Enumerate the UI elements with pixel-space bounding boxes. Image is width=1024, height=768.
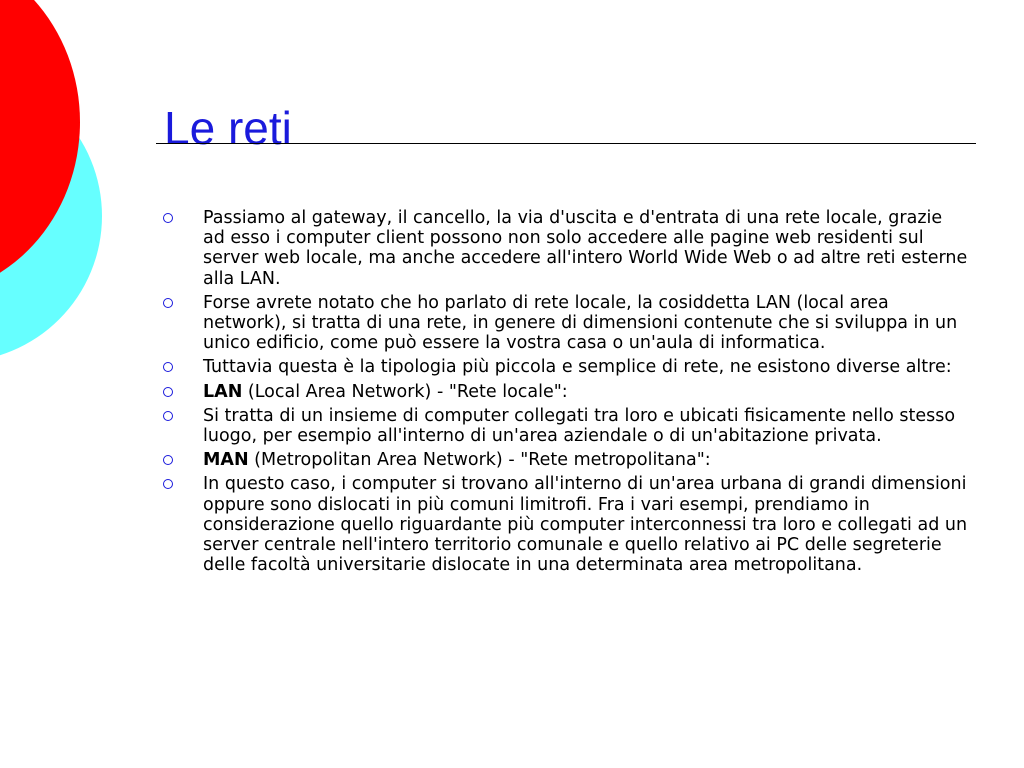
hollow-circle-bullet-icon (163, 362, 173, 372)
bullet-text: (Metropolitan Area Network) - "Rete metropolitana": (248, 450, 711, 471)
hollow-circle-bullet-icon (163, 411, 173, 421)
hollow-circle-bullet-icon (163, 479, 173, 489)
hollow-circle-bullet-icon (163, 387, 173, 397)
bullet-text: Si tratta di un insieme di computer collegati tra loro e ubicati fisicamente nello stesso luogo, per esempio all'interno di un'area aziendale o di un'abitazione privata. (203, 405, 956, 447)
bullet-item (163, 357, 968, 377)
bullet-item (163, 382, 968, 402)
bullet-text: (Local Area Network) - "Rete locale": (242, 381, 568, 402)
bullet-text: In questo caso, i computer si trovano all'interno di un'area urbana di grandi dimensioni oppure sono dislocati in più comuni limitrofi. Fra i vari esempi, prendiamo in considerazione quello riguardante più computer interconnessi tra loro e collegati ad un server centrale nell'intero territorio comunale e quello relativo ai PC delle segreterie delle facoltà universitarie dislocate in una determinata area metropolitana. (203, 474, 968, 576)
slide-title: Le reti (164, 102, 292, 154)
title-underline (156, 143, 976, 144)
bullet-item (163, 450, 968, 470)
hollow-circle-bullet-icon (163, 455, 173, 465)
bullet-emphasis: MAN (203, 450, 249, 471)
bullet-text: Tuttavia questa è la tipologia più piccola e semplice di rete, ne esistono diverse altre: (203, 357, 952, 378)
bullet-list (163, 208, 968, 579)
bullet-item (163, 474, 968, 575)
bullet-text: Forse avrete notato che ho parlato di rete locale, la cosiddetta LAN (local area network), si tratta di una rete, in genere di dimensioni contenute che si sviluppa in un unico edificio, come può essere la vostra casa o un'aula di informatica. (203, 292, 958, 354)
hollow-circle-bullet-icon (163, 298, 173, 308)
bullet-emphasis: LAN (203, 381, 243, 402)
hollow-circle-bullet-icon (163, 213, 173, 223)
bullet-item (163, 208, 968, 289)
bullet-item (163, 406, 968, 446)
bullet-text: Passiamo al gateway, il cancello, la via d'uscita e d'entrata di una rete locale, grazie ad esso i computer client possono non solo accedere alle pagine web residenti sul server web locale, ma anche accedere all'intero World Wide Web o ad altre reti esterne alla LAN. (203, 208, 968, 289)
bullet-item (163, 293, 968, 354)
